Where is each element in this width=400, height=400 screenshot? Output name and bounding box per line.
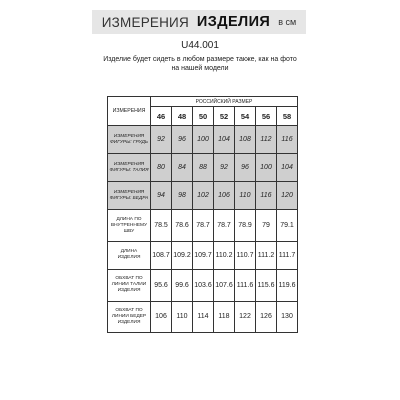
table-cell: 108	[235, 126, 256, 154]
table-cell: 78.7	[193, 210, 214, 242]
table-cell: 112	[256, 126, 277, 154]
size-header-cell: 50	[193, 107, 214, 126]
table-row	[108, 126, 298, 154]
table-cell: 110.2	[214, 241, 235, 269]
size-table	[107, 96, 298, 333]
row-label: ИЗМЕРЕНИЯ ФИГУРЫ: ТАЛИЯ	[108, 154, 151, 182]
table-cell: 99.6	[172, 270, 193, 302]
table-cell: 120	[277, 182, 298, 210]
row-label: ДЛИНА ПО ВНУТРЕННЕМУ ШВУ	[108, 210, 151, 242]
size-table-body	[108, 126, 298, 333]
page-header	[92, 10, 306, 34]
russian-size-header: РОССИЙСКИЙ РАЗМЕР	[151, 97, 298, 107]
article-code: U44.001	[181, 40, 219, 51]
size-header-cell: 52	[214, 107, 235, 126]
table-cell: 78.7	[214, 210, 235, 242]
table-cell: 98	[172, 182, 193, 210]
table-cell: 122	[235, 301, 256, 333]
table-cell: 78.6	[172, 210, 193, 242]
header-word-measurements: ИЗМЕРЕНИЯ	[101, 14, 189, 30]
header-word-product: ИЗДЕЛИЯ	[196, 14, 271, 30]
table-cell: 104	[277, 154, 298, 182]
size-header-cell: 46	[151, 107, 172, 126]
table-row	[108, 270, 298, 302]
table-cell: 126	[256, 301, 277, 333]
size-header-cell: 48	[172, 107, 193, 126]
table-row	[108, 154, 298, 182]
table-row	[108, 182, 298, 210]
table-cell: 95.6	[151, 270, 172, 302]
row-label: ИЗМЕРЕНИЯ ФИГУРЫ: БЕДРА	[108, 182, 151, 210]
row-label: ОБХВАТ ПО ЛИНИИ ТАЛИИ ИЗДЕЛИЯ	[108, 270, 151, 302]
corner-label: ИЗМЕРЕНИЯ	[108, 97, 151, 126]
table-cell: 111.2	[256, 241, 277, 269]
table-cell: 106	[151, 301, 172, 333]
table-cell: 92	[151, 126, 172, 154]
table-cell: 79.1	[277, 210, 298, 242]
table-cell: 109.7	[193, 241, 214, 269]
header-unit: в см	[278, 17, 297, 27]
size-header-cell: 56	[256, 107, 277, 126]
table-cell: 103.6	[193, 270, 214, 302]
table-cell: 110	[235, 182, 256, 210]
table-cell: 110	[172, 301, 193, 333]
table-cell: 119.6	[277, 270, 298, 302]
table-cell: 110.7	[235, 241, 256, 269]
table-cell: 84	[172, 154, 193, 182]
table-cell: 104	[214, 126, 235, 154]
row-label: ОБХВАТ ПО ЛИНИИ БЕДЕР ИЗДЕЛИЯ	[108, 301, 151, 333]
table-cell: 108.7	[151, 241, 172, 269]
table-cell: 114	[193, 301, 214, 333]
table-cell: 78.5	[151, 210, 172, 242]
table-cell: 88	[193, 154, 214, 182]
table-cell: 116	[256, 182, 277, 210]
table-cell: 94	[151, 182, 172, 210]
table-cell: 118	[214, 301, 235, 333]
table-cell: 78.9	[235, 210, 256, 242]
table-cell: 111.7	[277, 241, 298, 269]
table-cell: 130	[277, 301, 298, 333]
size-header-cell: 54	[235, 107, 256, 126]
table-cell: 111.6	[235, 270, 256, 302]
table-cell: 106	[214, 182, 235, 210]
table-cell: 100	[256, 154, 277, 182]
table-row	[108, 241, 298, 269]
table-cell: 79	[256, 210, 277, 242]
table-cell: 116	[277, 126, 298, 154]
table-cell: 115.6	[256, 270, 277, 302]
size-header-cell: 58	[277, 107, 298, 126]
table-cell: 102	[193, 182, 214, 210]
table-cell: 109.2	[172, 241, 193, 269]
row-label: ИЗМЕРЕНИЯ ФИГУРЫ: ГРУДЬ	[108, 126, 151, 154]
table-row	[108, 301, 298, 333]
table-cell: 80	[151, 154, 172, 182]
table-cell: 100	[193, 126, 214, 154]
fit-note: Изделие будет сидеть в любом размере также, как на фото на нашей модели	[103, 56, 297, 72]
table-cell: 92	[214, 154, 235, 182]
table-row	[108, 210, 298, 242]
row-label: ДЛИНА ИЗДЕЛИЯ	[108, 241, 151, 269]
table-cell: 107.6	[214, 270, 235, 302]
table-cell: 96	[172, 126, 193, 154]
table-cell: 96	[235, 154, 256, 182]
